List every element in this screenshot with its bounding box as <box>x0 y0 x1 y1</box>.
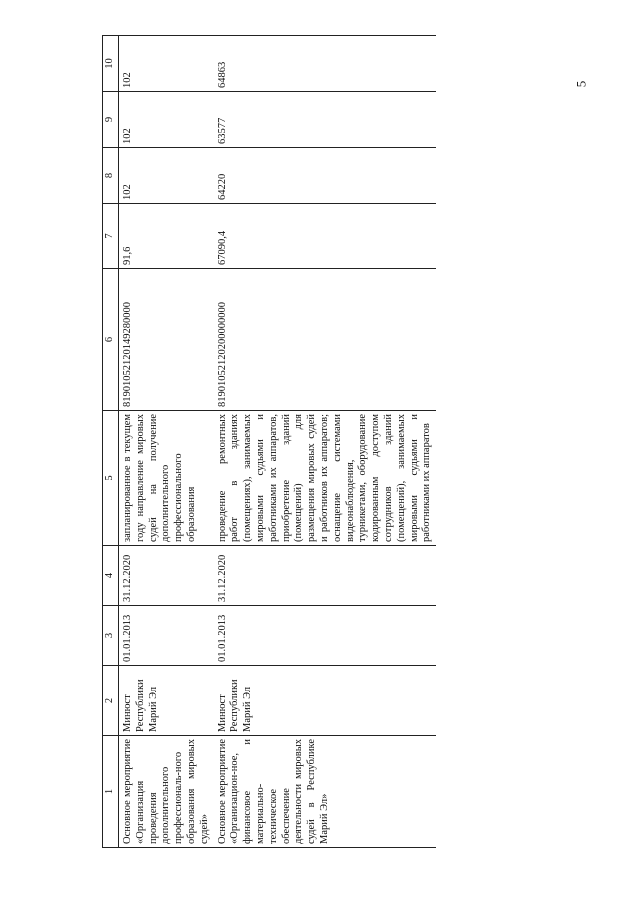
value-col9: 102 <box>119 92 214 148</box>
column-header: 4 <box>103 546 119 606</box>
column-header: 2 <box>103 666 119 736</box>
value-col7: 67090,4 <box>214 204 437 269</box>
value-col9: 63577 <box>214 92 437 148</box>
end-date: 31.12.2020 <box>119 546 214 606</box>
table-row <box>214 36 437 848</box>
column-header: 9 <box>103 92 119 148</box>
column-header: 3 <box>103 606 119 666</box>
measure-name: Основное мероприятие «Организация проведения дополнительного профессиональ-ного образования мировых судей» <box>119 736 214 848</box>
column-header: 8 <box>103 148 119 204</box>
column-header: 5 <box>103 411 119 546</box>
end-date: 31.12.2020 <box>214 546 437 606</box>
value-col10: 64863 <box>214 36 437 92</box>
column-header: 10 <box>103 36 119 92</box>
column-header: 7 <box>103 204 119 269</box>
budget-code: 81901052120200000000 <box>214 269 437 411</box>
start-date: 01.01.2013 <box>214 606 437 666</box>
program-table <box>102 35 436 848</box>
column-number-row <box>103 36 119 848</box>
description: проведение ремонтных работ в зданиях (помещениях), занимаемых мировыми судьями и работниками их аппаратов, приобретение зданий (помещений) для размещения мировых судей и работников их аппаратов; оснащение системами видеонаблюдения, турникетами, оборудование кодированным доступом сотрудников зданий (помещений), занимаемых мировыми судьями и работниками их аппаратов <box>214 411 437 546</box>
start-date: 01.01.2013 <box>119 606 214 666</box>
column-header: 1 <box>103 736 119 848</box>
value-col8: 102 <box>119 148 214 204</box>
value-col7: 91,6 <box>119 204 214 269</box>
value-col10: 102 <box>119 36 214 92</box>
measure-name: Основное мероприятие «Организацион-ное, финансовое и материально-техническое обеспечение деятельности мировых судей в Республике Марий Эл» <box>214 736 437 848</box>
rotated-table-container <box>102 36 622 848</box>
description: запланированное в текущем году направление мировых судей на получение дополнительного профессионального образования <box>119 411 214 546</box>
executor: Минюст Республики Марий Эл <box>214 666 437 736</box>
executor: Минюст Республики Марий Эл <box>119 666 214 736</box>
value-col8: 64220 <box>214 148 437 204</box>
column-header: 6 <box>103 269 119 411</box>
budget-code: 81901052120149280000 <box>119 269 214 411</box>
page-number: 5 <box>573 80 589 88</box>
table-row <box>119 36 214 848</box>
